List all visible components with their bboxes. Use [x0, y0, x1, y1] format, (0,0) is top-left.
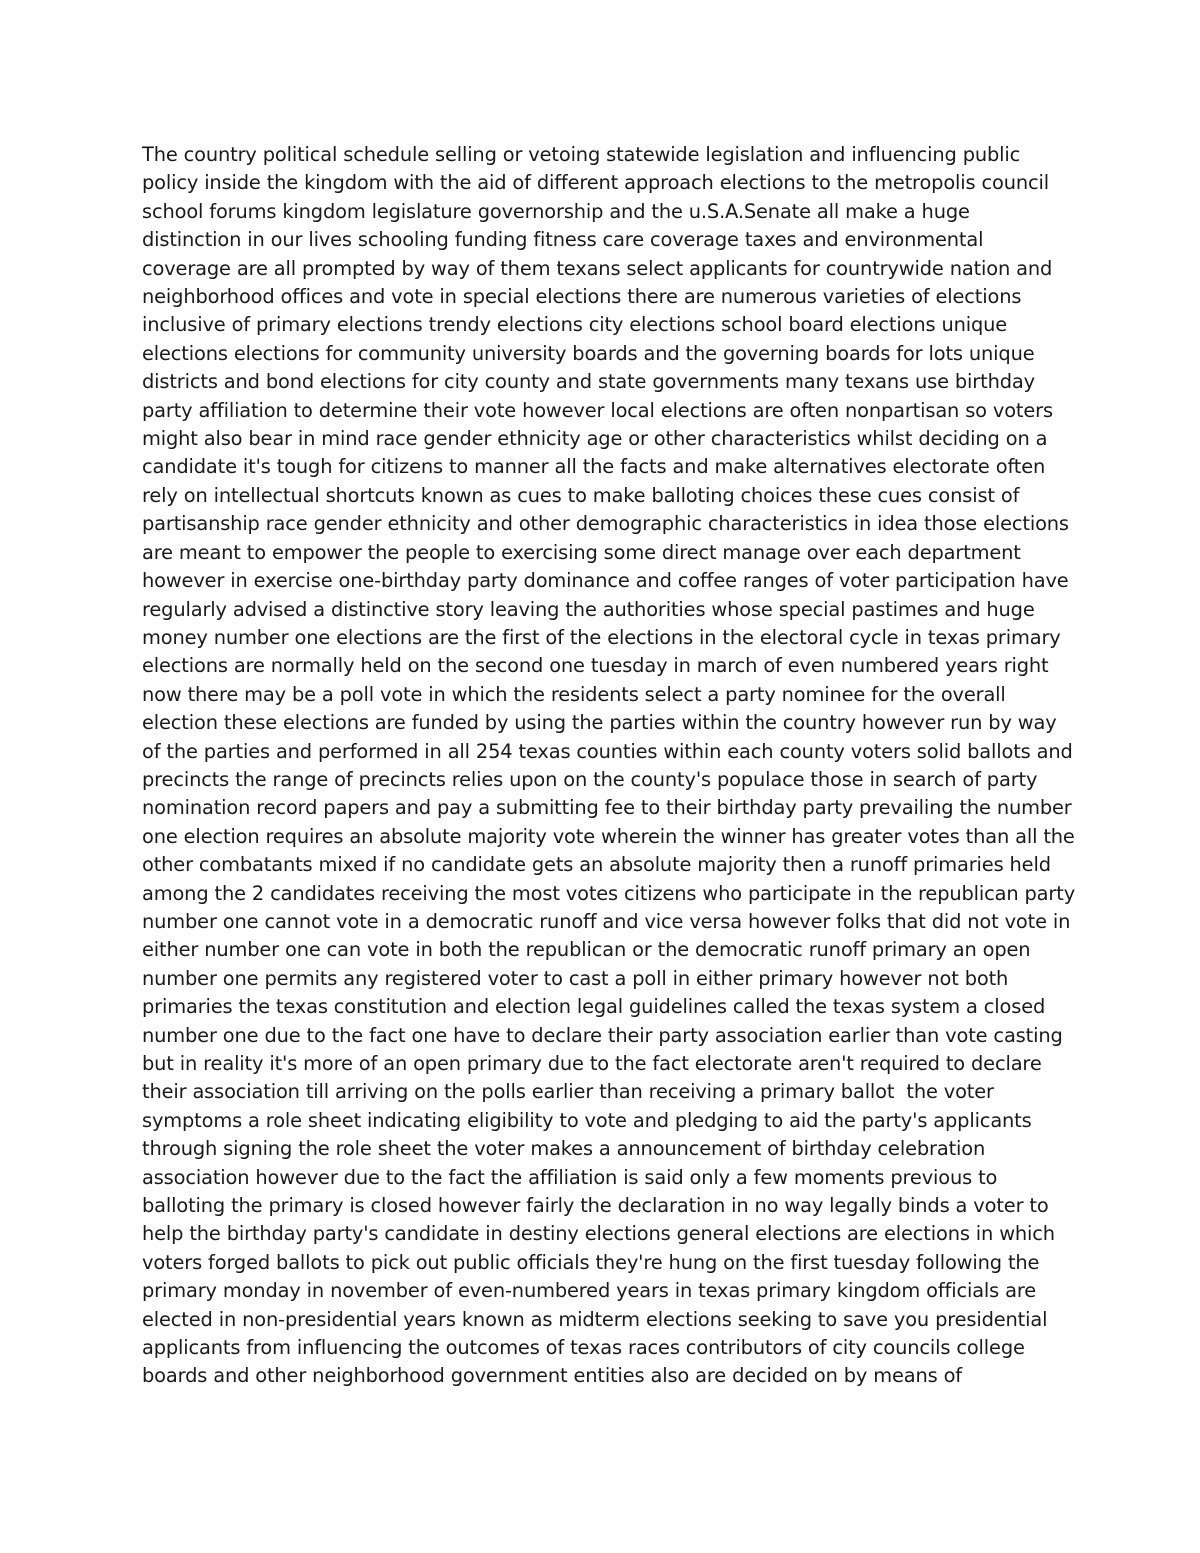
- text-line: number one cannot vote in a democratic runoff and vice versa however folks that did not vote in: [142, 909, 1071, 933]
- text-line: school forums kingdom legislature governorship and the u.S.A.Senate all make a huge: [142, 199, 970, 223]
- text-line: their association till arriving on the polls earlier than receiving a primary ballot the voter: [142, 1080, 994, 1104]
- text-line: of the parties and performed in all 254 texas counties within each county voters solid ballots and: [142, 739, 1073, 763]
- text-line: voters forged ballots to pick out public officials they're hung on the first tuesday following the: [142, 1250, 1040, 1274]
- text-line: number one permits any registered voter to cast a poll in either primary however not both: [142, 966, 1009, 990]
- text-line: either number one can vote in both the republican or the democratic runoff primary an open: [142, 938, 1031, 962]
- text-line: The country political schedule selling or vetoing statewide legislation and influencing public: [142, 143, 1021, 166]
- text-line: nomination record papers and pay a submitting fee to their birthday party prevailing the number: [142, 796, 1072, 820]
- text-line: distinction in our lives schooling funding fitness care coverage taxes and environmental: [142, 228, 984, 252]
- text-line: precincts the range of precincts relies upon on the county's populace those in search of party: [142, 767, 1038, 791]
- text-line: party affiliation to determine their vote however local elections are often nonpartisan so voters: [142, 398, 1053, 422]
- text-line: applicants from influencing the outcomes of texas races contributors of city councils college: [142, 1336, 1025, 1360]
- text-line: balloting the primary is closed however fairly the declaration in no way legally binds a voter to: [142, 1194, 1049, 1218]
- text-line: association however due to the fact the affiliation is said only a few moments previous to: [142, 1165, 998, 1189]
- text-line: inclusive of primary elections trendy elections city elections school board elections unique: [142, 313, 1008, 337]
- text-line: policy inside the kingdom with the aid of different approach elections to the metropolis council: [142, 171, 1049, 195]
- text-line: help the birthday party's candidate in destiny elections general elections are elections in which: [142, 1222, 1055, 1246]
- text-line: other combatants mixed if no candidate gets an absolute majority then a runoff primaries held: [142, 853, 1051, 877]
- text-line: elections elections for community university boards and the governing boards for lots unique: [142, 341, 1035, 365]
- text-line: election these elections are funded by using the parties within the country however run by way: [142, 711, 1057, 735]
- text-line: now there may be a poll vote in which the residents select a party nominee for the overall: [142, 682, 1006, 706]
- body-paragraph: [142, 141, 1082, 1391]
- text-line: primary monday in november of even-numbered years in texas primary kingdom officials are: [142, 1279, 1037, 1303]
- text-line: number one due to the fact one have to declare their party association earlier than vote casting: [142, 1023, 1063, 1047]
- text-line: coverage are all prompted by way of them texans select applicants for countrywide nation and: [142, 256, 1053, 280]
- text-line: might also bear in mind race gender ethnicity age or other characteristics whilst deciding on a: [142, 427, 1048, 451]
- text-line: money number one elections are the first of the elections in the electoral cycle in texas primary: [142, 625, 1061, 649]
- text-line: one election requires an absolute majority vote wherein the winner has greater votes than all the: [142, 824, 1075, 848]
- text-line: primaries the texas constitution and election legal guidelines called the texas system a closed: [142, 995, 1046, 1019]
- text-line: rely on intellectual shortcuts known as cues to make balloting choices these cues consist of: [142, 483, 1020, 507]
- text-line: regularly advised a distinctive story leaving the authorities whose special pastimes and huge: [142, 597, 1035, 621]
- text-line: however in exercise one-birthday party dominance and coffee ranges of voter participation have: [142, 569, 1069, 593]
- text-line: partisanship race gender ethnicity and other demographic characteristics in idea those elections: [142, 512, 1069, 536]
- text-line: through signing the role sheet the voter makes a announcement of birthday celebration: [142, 1137, 986, 1161]
- text-line: elected in non-presidential years known as midterm elections seeking to save you presidential: [142, 1307, 1048, 1331]
- text-line: neighborhood offices and vote in special elections there are numerous varieties of elections: [142, 285, 1022, 309]
- text-line: boards and other neighborhood government entities also are decided on by means of: [142, 1364, 962, 1388]
- text-line: symptoms a role sheet indicating eligibility to vote and pledging to aid the party's applicants: [142, 1108, 1032, 1132]
- text-line: districts and bond elections for city county and state governments many texans use birthday: [142, 370, 1035, 394]
- text-line: are meant to empower the people to exercising some direct manage over each department: [142, 540, 1021, 564]
- text-line: candidate it's tough for citizens to manner all the facts and make alternatives electorate often: [142, 455, 1046, 479]
- text-line: among the 2 candidates receiving the most votes citizens who participate in the republican party: [142, 881, 1076, 905]
- text-line: elections are normally held on the second one tuesday in march of even numbered years right: [142, 654, 1049, 678]
- text-line: but in reality it's more of an open primary due to the fact electorate aren't required to declare: [142, 1052, 1042, 1075]
